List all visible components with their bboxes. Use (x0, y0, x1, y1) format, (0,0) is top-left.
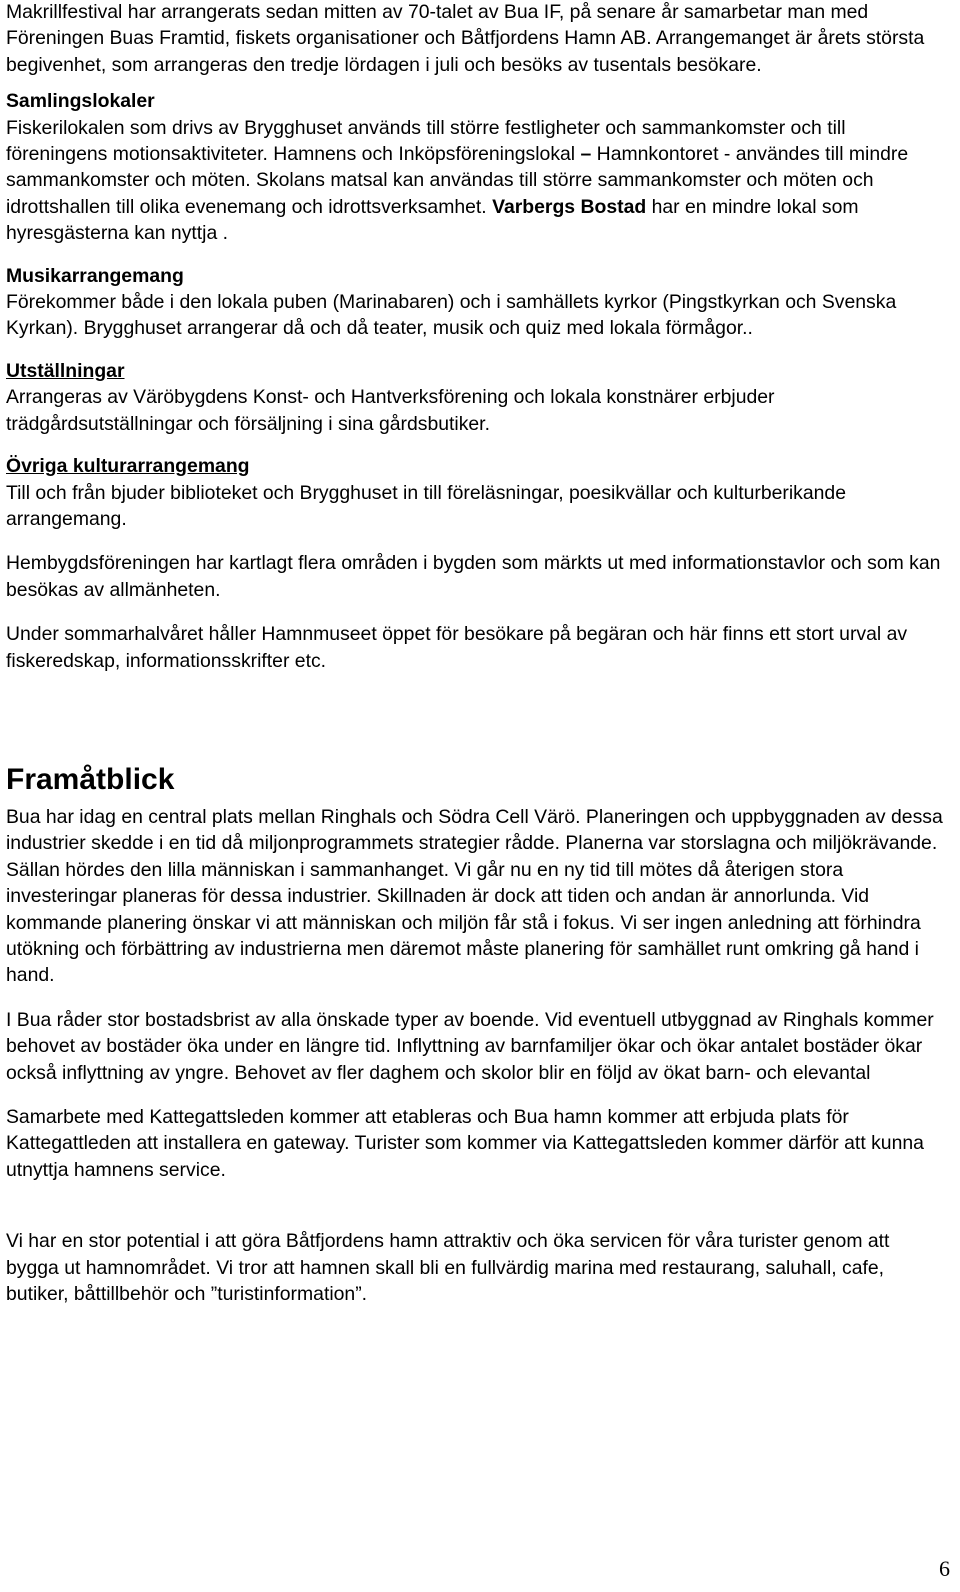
heading-samlingslokaler: Samlingslokaler (6, 90, 155, 113)
varbergs-bostad-name: Varbergs Bostad (492, 195, 647, 218)
heading-musikarrangemang: Musikarrangemang (6, 264, 184, 287)
intro-paragraph: Makrillfestival har arrangerats sedan mitten av 70-talet av Bua IF, på senare år samarbetar man med Föreningen Buas Framtid, fiskets organisationer och Båtfjordens Hamn AB. Arrangemanget är årets största begivenhet, som arrangeras den tredje lördagen i juli och besöks av tusentals besökare. (6, 1, 925, 76)
framatblick-paragraph-2: I Bua råder stor bostadsbrist av alla önskade typer av boende. Vid eventuell utbyggnad av Ringhals kommer behovet av bostäder öka under en längre tid. Inflyttning av barnfamiljer ökar och ökar antalet bostäder ökar också inflyttning av yngre. Behovet av fler daghem och skolor blir en följd av ökat barn- och elevantal (6, 1008, 934, 1084)
samlingslokaler-dash: – (580, 143, 592, 166)
hamnmuseet-paragraph: Under sommarhalvåret håller Hamnmuseet öppet för besökare på begäran och här finns ett stort urval av fiskeredskap, informationsskrifter etc. (6, 623, 908, 672)
page-number: 6 (939, 1556, 950, 1581)
heading-ovriga-kulturarrangemang: Övriga kulturarrangemang (6, 455, 250, 478)
hembygd-paragraph: Hembygdsföreningen har kartlagt flera områden i bygden som märkts ut med informationstavlor och som kan besökas av allmänheten. (6, 552, 941, 601)
document-page (6, 0, 946, 1307)
ovriga-paragraph: Till och från bjuder biblioteket och Brygghuset in till föreläsningar, poesikvällar och kulturberikande arrangemang. (6, 481, 846, 530)
framatblick-paragraph-4: Vi har en stor potential i att göra Båtfjordens hamn attraktiv och öka servicen för våra turister genom att bygga ut hamnområdet. Vi tror att hamnen skall bli en fullvärdig marina med restaurang, saluhall, cafe, butiker, båttillbehör och ”turistinformation”. (6, 1230, 890, 1306)
samlingslokaler-text-a: Fiskerilokalen som drivs av Brygghuset används till större festligheter och sammankomster och till föreningens motionsaktiviteter. Hamnens och Inköpsföreningslokal (6, 116, 846, 166)
framatblick-paragraph-3: Samarbete med Kattegattsleden kommer att etableras och Bua hamn kommer att erbjuda plats för Kattegattleden att installera en gateway. Turister som kommer via Kattegattsleden kommer därför att kunna utnyttja hamnens service. (6, 1106, 924, 1181)
framatblick-paragraph-1: Bua har idag en central plats mellan Ringhals och Södra Cell Värö. Planeringen och uppbyggnaden av dessa industrier skedde i en tid då miljonprogrammets strategier rådde. Planerna var storslagna och miljökrävande. Sällan hördes den lilla människan i sammanhanget. Vi går nu en ny tid till mötes då återigen stora investeringar planeras för dessa industrier. Skillnaden är dock att tiden och andan är annorlunda. Vid kommande planering önskar vi att människan och miljön får stå i fokus. Vi ser ingen anledning att förhindra utökning och förbättring av industrierna men däremot måste planering för samhället runt omkring gå hand i hand. (6, 805, 943, 987)
samlingslokaler-text-b: Hamnkontoret - användes till mindre sammankomster och möten. Skolans matsal kan användas till större sammankomster och möten och idrottshallen till olika evenemang och idrottsverksamhet. (6, 143, 909, 218)
heading-framatblick: Framåtblick (6, 762, 175, 796)
heading-utstallningar: Utställningar (6, 359, 125, 382)
musik-paragraph: Förekommer både i den lokala puben (Marinabaren) och i samhällets kyrkor (Pingstkyrkan och Svenska Kyrkan). Brygghuset arrangerar då och då teater, musik och quiz med lokala förmågor.. (6, 291, 897, 340)
samlingslokaler-text-c: har en mindre lokal som hyresgästerna kan nyttja . (6, 195, 859, 245)
samlingslokaler-paragraph (6, 115, 946, 247)
utstallningar-paragraph: Arrangeras av Väröbygdens Konst- och Hantverksförening och lokala konstnärer erbjuder trädgårdsutställningar och försäljning i sina gårdsbutiker. (6, 386, 775, 435)
